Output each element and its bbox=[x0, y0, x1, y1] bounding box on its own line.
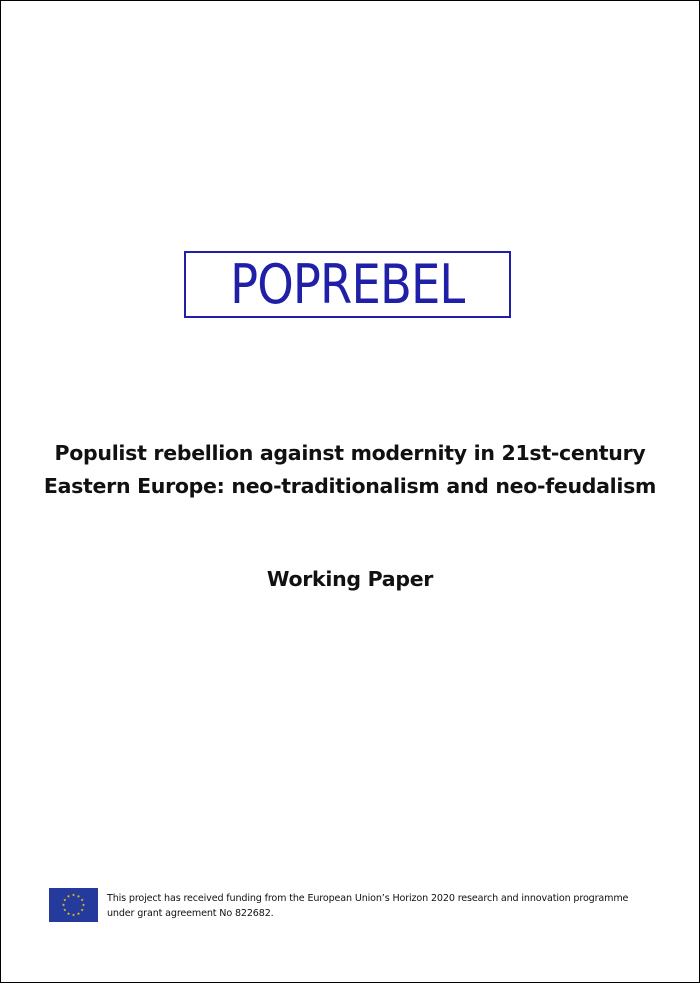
funding-line-2: under grant agreement No 822682. bbox=[107, 908, 274, 919]
logo-text: POPREBEL bbox=[230, 253, 465, 316]
document-type: Working Paper bbox=[266, 567, 434, 591]
funding-line-1: This project has received funding from the European Union’s Horizon 2020 research and innovation programme bbox=[107, 893, 629, 904]
document-title bbox=[1, 437, 699, 503]
eu-flag-icon bbox=[49, 888, 98, 922]
poprebel-logo bbox=[184, 251, 511, 318]
funding-statement bbox=[107, 891, 667, 921]
document-title-line-1: Populist rebellion against modernity in 21st-century bbox=[54, 441, 646, 465]
funding-footer bbox=[49, 888, 669, 924]
document-title-line-2: Eastern Europe: neo-traditionalism and neo-feudalism bbox=[43, 474, 657, 498]
